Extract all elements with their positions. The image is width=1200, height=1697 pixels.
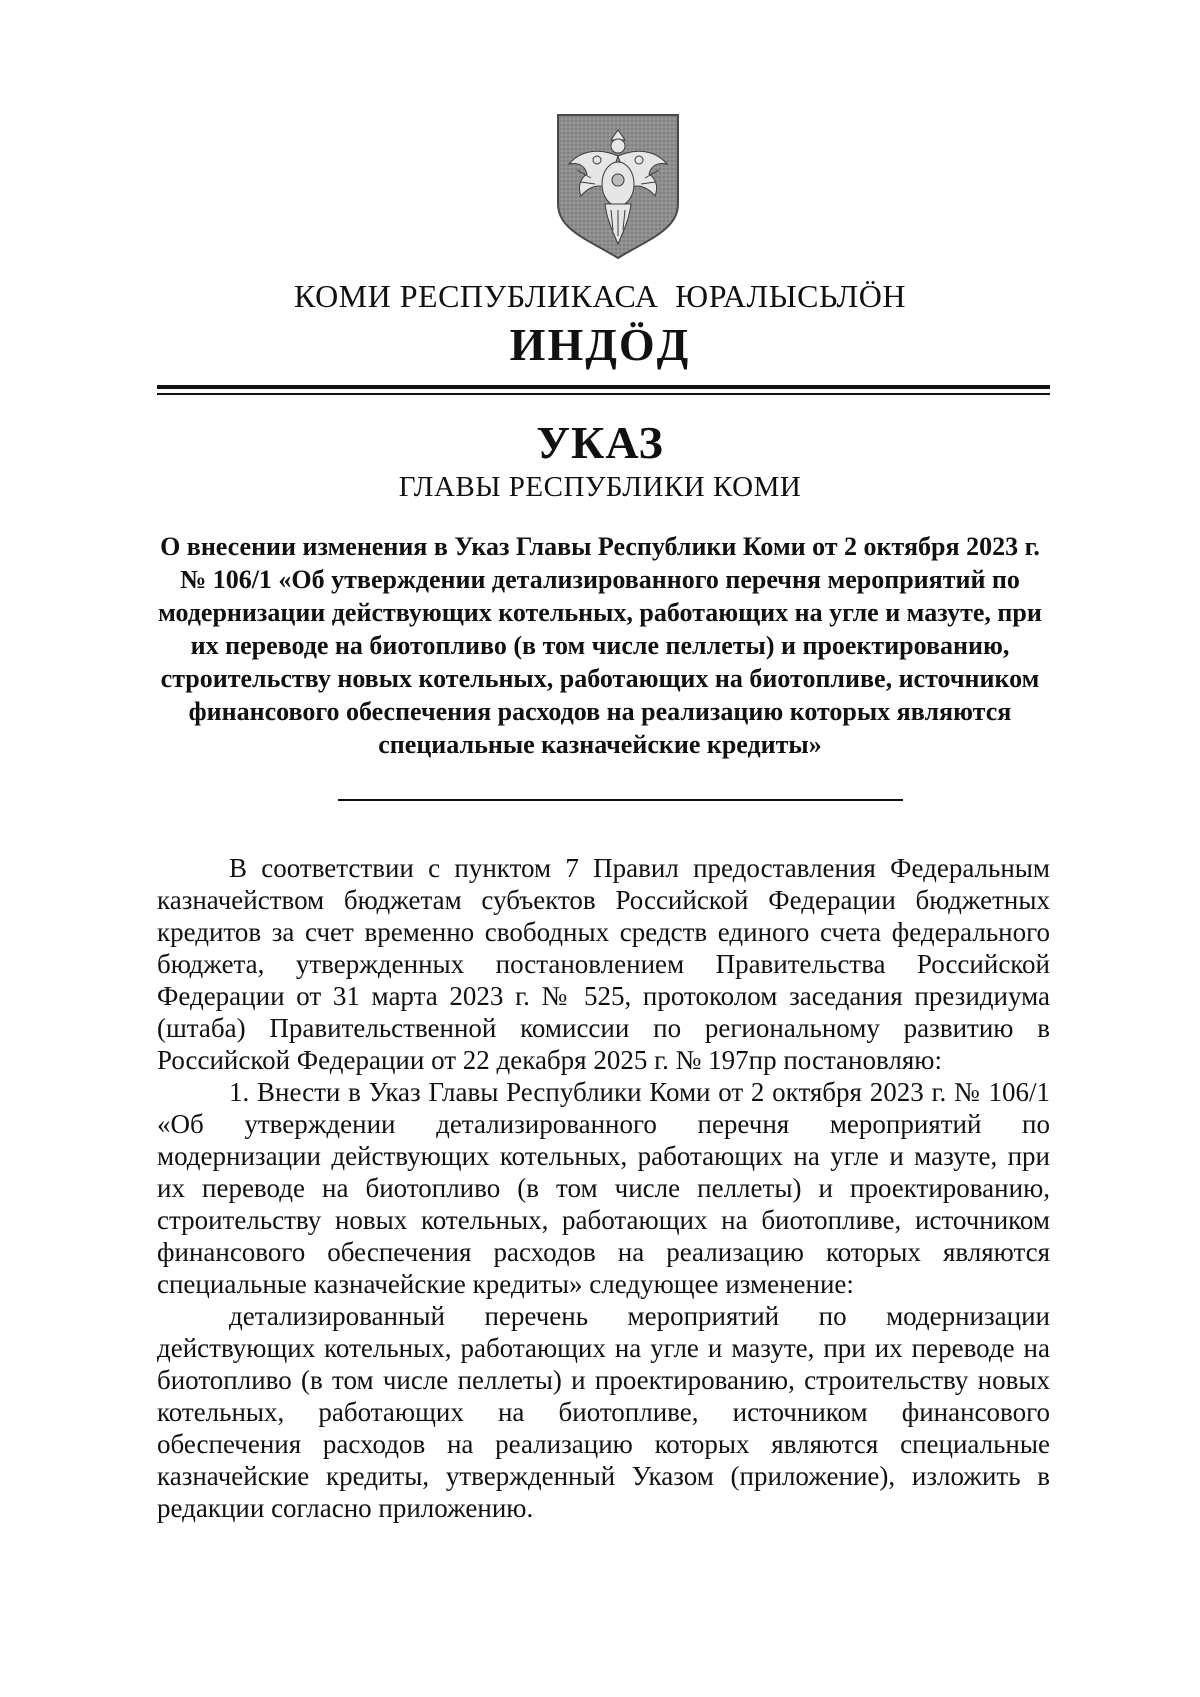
heading-ukaz: УКАЗ [536, 417, 664, 468]
header-divider-thick [157, 385, 1050, 389]
header-indod: ИНДӦД [509, 319, 691, 370]
body-paragraph: В соответствии с пунктом 7 Правил предоставления Федеральным казначейством бюджетам субъектов Российской Федерации бюджетных кредитов за счет временно свободных средств единого счета федерального бюджета, утвержденных постановлением Правительства Российской Федерации от 31 марта 2023 г. № 525, протоколом заседания президиума (штаба) Правительственной комиссии по региональному развитию в Российской Федерации от 22 декабря 2025 г. № 197пр постановляю: [157, 853, 1050, 1075]
heading-glavy: ГЛАВЫ РЕСПУБЛИКИ КОМИ [398, 471, 802, 503]
komi-coat-of-arms-icon [555, 112, 681, 260]
header-divider-thin [157, 393, 1050, 395]
header-komi-line: КОМИ РЕСПУБЛИКАСА ЮРАЛЫСЬЛӦН [294, 278, 906, 314]
title-divider [338, 799, 903, 801]
document-body [157, 852, 1050, 1524]
body-paragraph: 1. Внести в Указ Главы Республики Коми от 2 октября 2023 г. № 106/1 «Об утверждении детализированного перечня мероприятий по модернизации действующих котельных, работающих на угле и мазуте, при их переводе на биотопливо (в том числе пеллеты) и проектированию, строительству новых котельных, работающих на биотопливе, источником финансового обеспечения расходов на реализацию которых являются специальные казначейские кредиты» следующее изменение: [157, 1077, 1050, 1299]
document-title: О внесении изменения в Указ Главы Республики Коми от 2 октября 2023 г. № 106/1 «Об утверждении детализированного перечня мероприятий по модернизации действующих котельных, работающих на угле и мазуте, при их переводе на биотопливо (в том числе пеллеты) и проектированию, строительству новых котельных, работающих на биотопливе, источником финансового обеспечения расходов на реализацию которых являются специальные казначейские кредиты» [158, 532, 1042, 759]
body-paragraph: детализированный перечень мероприятий по модернизации действующих котельных, работающих на угле и мазуте, при их переводе на биотопливо (в том числе пеллеты) и проектированию, строительству новых котельных, работающих на биотопливе, источником финансового обеспечения расходов на реализацию которых являются специальные казначейские кредиты, утвержденный Указом (приложение), изложить в редакции согласно приложению. [157, 1301, 1050, 1523]
